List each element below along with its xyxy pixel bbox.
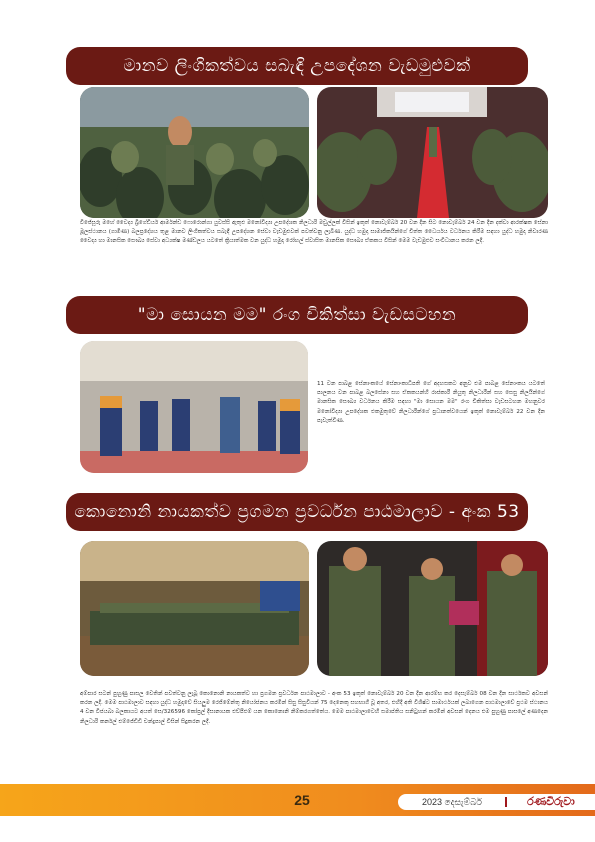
section-body-1: විජේසූරු මහේ වෛද්‍ය බ්‍රිගේඩියර් ආර්මන්ඩ ෆොරොන්ගා යුවස්සි ඇතුළු මනෝවිද්‍යා උපදේශක නිලධාරි මඩුල්ලක් විසින් ඉකුත් නොවැම්බර් 20 වන දින සිට නොවැම්බර් 24 වන දින දක්වා ආරක්ෂක සේනා මූලස්ථානය (ගාමිණ) බලප්‍රදේශය තුළ මානව ලිංගිකත්වය සබැඳි උපදේශන සේවා වැඩමුළුවක් පවත්වනු ලැබිණ. යුද්ධ හමුදා සාමාජිකයින්ගේ චිත්ත ධෛර්යය වර්ධනය කිරීම සඳහා යුද්ධ හමුදා නිවාරණ වෛද්‍ය හා මානසික සෞඛ්‍ය සේවා අධ්‍යක්ෂ මණ්ඩලය යටතේ ක්‍රියාත්මක වන යුද්ධ හමුදා රෝහල් ස්වාසිත මානසික සෞඛ්‍ය ඒකකය විසින් මෙම වැඩමුළුව සංවිධානය කරන ලදි. <box>80 220 548 245</box>
section-heading-3-text: කොනොනි නායකත්ව ප්‍රගමන ප්‍රවර්ධන පාඨමාලාව - අංක 53 <box>74 502 520 522</box>
section-heading-1-text: මානව ලිංගිකත්වය සබැඳි උපදේශන වැඩමුළුවක් <box>123 56 471 76</box>
magazine-logo <box>507 794 595 810</box>
section-heading-2 <box>66 296 528 334</box>
magazine-name: රණවිරුවා <box>527 795 575 808</box>
section-body-3: අම්පාර සටන් පුහුණු පාසල වෙතින් පවත්වනු ලැබූ කොනොනි නායකත්ව හා ප්‍රගමන ප්‍රවර්ධන පාඨමාලාව - අංක 53 ඉකුත් නොවැම්බර් 20 වන දින ආරම්භ කර දෙසැම්බර් 08 වන දින සාර්ථකව අවසන් කරන ලදි. මෙම පාඨමාලාව සඳහා යුද්ධ හමුදාවේ සියලුම රෙජිමේන්තු නියෝජනය කරමින් සිසු සිසුවියන් 75 දෙනෙකු සහභාගී වූ අතර, එහිදී අති විශිෂ්ට සාමාර්ථයක් ලබාගෙන පාඨමාලාවේ ප්‍රථම ස්ථානය 4 වන විජයබා බලකායට අයත් සෙ/326596 කෝප්‍රල් දිසානායක එච්පීඑම් යන කොනොනි නිම්කරගත්තේය. මෙම පාඨමාලාවෙහි සමාප්තිය සනිටුහන් කරමින් අවසන් දෙනය එම පුහුණු පාසලේ අණදෙන නිලධාරි කර්නල් එම්ජේඩීඩී චන්ද්‍රපාල් විසින් සිදුකරන ලදි. <box>80 691 548 725</box>
photo-lecture-hall <box>80 87 309 218</box>
photo-drama-therapy <box>80 341 308 473</box>
photo-award-presentation <box>317 541 548 676</box>
section-heading-3 <box>66 493 528 531</box>
photo-auditorium <box>317 87 548 218</box>
section-heading-2-text: "මා සොයන මම" රංග චිකිත්සා වැඩසටහන <box>137 305 457 325</box>
page-number: 25 <box>294 792 310 808</box>
issue-date: 2023 දෙසැම්බර් <box>422 796 482 807</box>
section-body-2: 11 වන පාබළ සේනාංකයේ සේනාංකාධිපති ගේ අදහසකට අනුව එම පාබළ සේනාංකය යටතේ පාලනය වන පාබළ බලසේනා සහ ඒකකයන්හි රාජකාරී නියුතු නිලධාරීන් සහ සෙසු නිලයින්ගේ මානසික සෞඛ්‍ය වර්ධනය කිරීම සඳහා "මා සොයන මම" රංග චිකිත්සා වැඩසටහන මහනුවර මනෝවිද්‍යා උපදේශක එකමුතුවේ නිලධාරීන්ගේ ප්‍රධානත්වයෙන් ඉකුත් නොවැම්බර් 22 වන දින පැවැත්විණ. <box>317 381 545 424</box>
section-heading-1 <box>66 47 528 85</box>
photo-graduation-hall <box>80 541 309 676</box>
